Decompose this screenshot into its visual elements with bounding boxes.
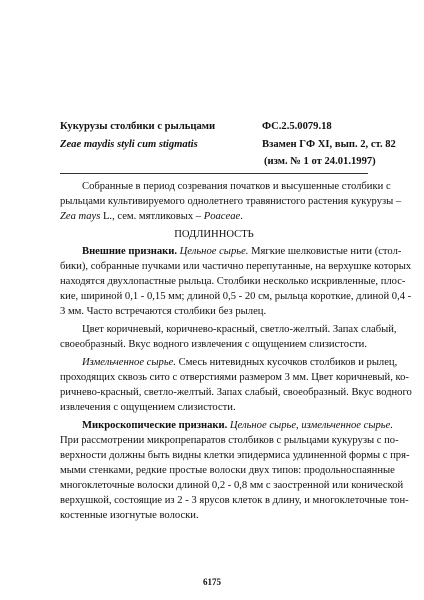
intro-line-1: Собранные в период созревания початков и высушенные столбики с <box>82 181 391 192</box>
micro-subheading: Цельное сырье, измельченное сырье. <box>227 420 393 431</box>
micro-line-4: мыми стенками, редкие простые волоски двух типов: продольноспаянные <box>60 465 395 476</box>
intro-line-2: рыльцами культивируемого однолетнего травянистого растения кукурузы – <box>60 196 402 207</box>
external-text-1: Мягкие шелковистые нити (стол- <box>248 246 402 257</box>
monograph-code-block <box>262 118 412 171</box>
external-line-4: кие, шириной 0,1 - 0,15 мм; длиной 0,5 - 20 см, рыльца короткие, длиной 0,4 - <box>60 291 412 302</box>
crushed-line-4: извлечения с ощущением слизистости. <box>60 402 236 413</box>
whole-raw-subheading: Цельное сырье. <box>179 246 249 257</box>
crushed-line-2: проходящих сквозь сито с отверстиями размером 3 мм. Цвет коричневый, ко- <box>60 372 409 383</box>
title-russian: Кукурузы столбики с рыльцами <box>60 121 216 132</box>
external-line-5: 3 мм. Часто встречаются столбики без рылец. <box>60 306 267 317</box>
external-heading: Внешние признаки. <box>82 246 177 257</box>
title-latin: Zeae maydis styli cum stigmatis <box>60 138 198 150</box>
header-divider <box>60 173 368 174</box>
micro-line-2: При рассмотрении микропрепаратов столбиков с рыльцами кукурузы с по- <box>60 435 399 446</box>
micro-line-6: верхушкой, состоящие из 2 - 3 ярусов клеток в длину, и многоклеточные тон- <box>60 495 409 506</box>
crushed-text-1: Смесь нитевидных кусочков столбиков и рылец, <box>176 357 398 368</box>
color-line-1: Цвет коричневый, коричнево-красный, светло-желтый. Запах слабый, <box>82 324 397 335</box>
external-line-2: бики), собранные пучками или частично перепутанные, на верхушке которых <box>60 261 412 272</box>
crushed-line-1 <box>60 356 398 370</box>
crushed-line-3: ричнево-красный, светло-желтый. Запах слабый, своеобразный. Вкус водного <box>60 387 412 398</box>
intro-line-3 <box>60 210 368 224</box>
page-number: 6175 <box>203 577 221 587</box>
micro-line-1 <box>60 419 393 433</box>
micro-line-5: многоклеточные волоски длиной 0,2 - 0,8 мм с заостренной или конической <box>60 480 404 491</box>
external-line-1 <box>60 245 402 259</box>
amendment-note: (изм. № 1 от 24.01.1997) <box>264 156 376 167</box>
crushed-subheading: Измельченное сырье. <box>82 357 177 368</box>
section-title-authenticity: ПОДЛИННОСТЬ <box>174 229 254 240</box>
color-line-2: своеобразный. Вкус водного извлечения с ощущением слизистости. <box>60 339 367 350</box>
external-line-3: находятся двухлопастные рыльца. Столбики несколько искривленные, плос- <box>60 276 406 287</box>
micro-line-7: костенные изогнутые волоски. <box>60 510 199 521</box>
family-text: L., сем. мятликовых – <box>100 211 204 222</box>
micro-heading: Микроскопические признаки. <box>82 420 228 431</box>
micro-line-3: верхности должны быть видны клетки эпидермиса удлиненной формы с пря- <box>60 450 410 461</box>
monograph-code: ФС.2.5.0079.18 <box>262 121 332 132</box>
latin-species: Zea mays <box>60 211 101 222</box>
period: . <box>240 211 243 222</box>
monograph-title-block <box>60 118 250 153</box>
latin-family: Poaceae <box>203 211 241 222</box>
replaces-note: Взамен ГФ XI, вып. 2, ст. 82 <box>262 138 396 150</box>
